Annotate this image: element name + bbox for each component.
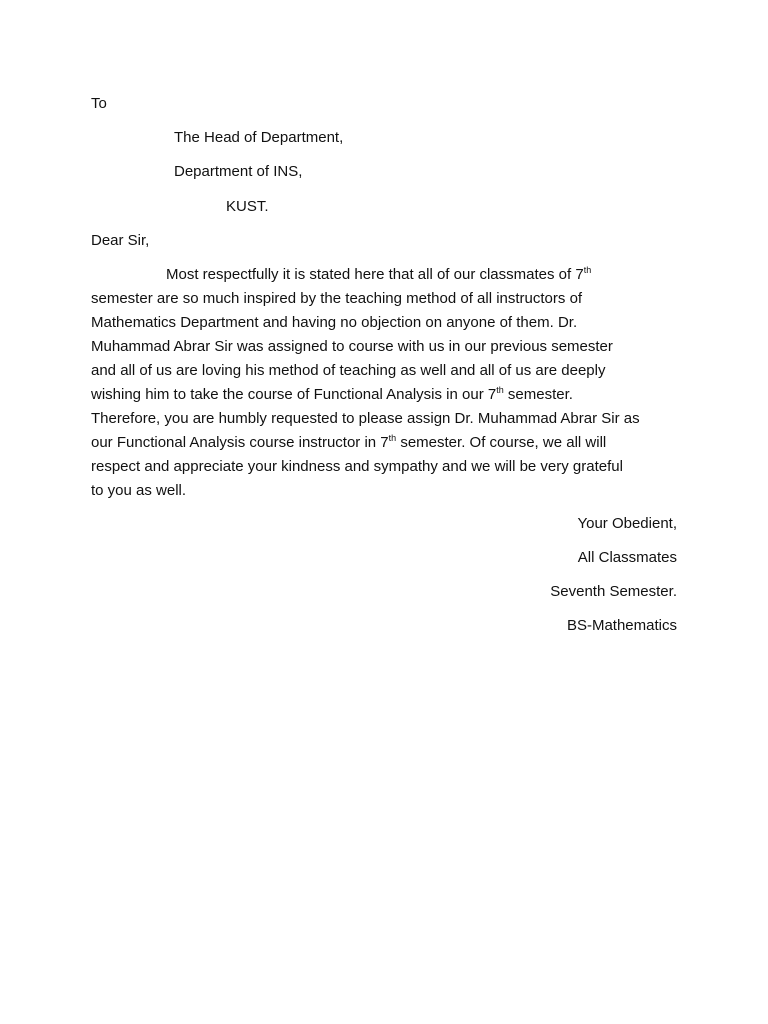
body-line-1 (91, 263, 691, 287)
body-line-8 (91, 431, 691, 455)
recipient-title: The Head of Department, (174, 129, 344, 146)
body-line-5: and all of us are loving his method of teaching as well and all of us are deeply (91, 362, 606, 379)
body-line-2: semester are so much inspired by the teaching method of all instructors of (91, 290, 583, 307)
body-line-6-tail: semester. (503, 386, 573, 403)
body-line-7: Therefore, you are humbly requested to please assign Dr. Muhammad Abrar Sir as (91, 410, 640, 427)
sender-semester: Seventh Semester. (550, 583, 677, 600)
to-label: To (91, 95, 107, 112)
sender-name: All Classmates (577, 549, 677, 566)
body-line-8-text: our Functional Analysis course instructor in 7 (91, 434, 389, 451)
letter-body (91, 263, 691, 503)
body-line-4: Muhammad Abrar Sir was assigned to course with us in our previous semester (91, 338, 613, 355)
ordinal-suffix: th (388, 433, 397, 443)
body-line-1-text: Most respectfully it is stated here that all of our classmates of 7 (166, 266, 584, 283)
salutation: Dear Sir, (91, 232, 150, 249)
sender-program: BS-Mathematics (566, 617, 677, 634)
body-line-9: respect and appreciate your kindness and sympathy and we will be very grateful (91, 458, 623, 475)
closing-phrase: Your Obedient, (577, 515, 677, 532)
ordinal-suffix: th (496, 385, 504, 395)
body-line-6-text: wishing him to take the course of Functional Analysis in our 7 (91, 386, 497, 403)
recipient-institution: KUST. (226, 198, 269, 215)
ordinal-suffix: th (583, 265, 592, 275)
recipient-department: Department of INS, (174, 163, 303, 180)
body-line-10: to you as well. (91, 482, 187, 499)
body-line-3: Mathematics Department and having no objection on anyone of them. Dr. (91, 314, 578, 331)
body-line-6 (91, 383, 691, 407)
body-line-8-tail: semester. Of course, we all will (396, 434, 607, 451)
